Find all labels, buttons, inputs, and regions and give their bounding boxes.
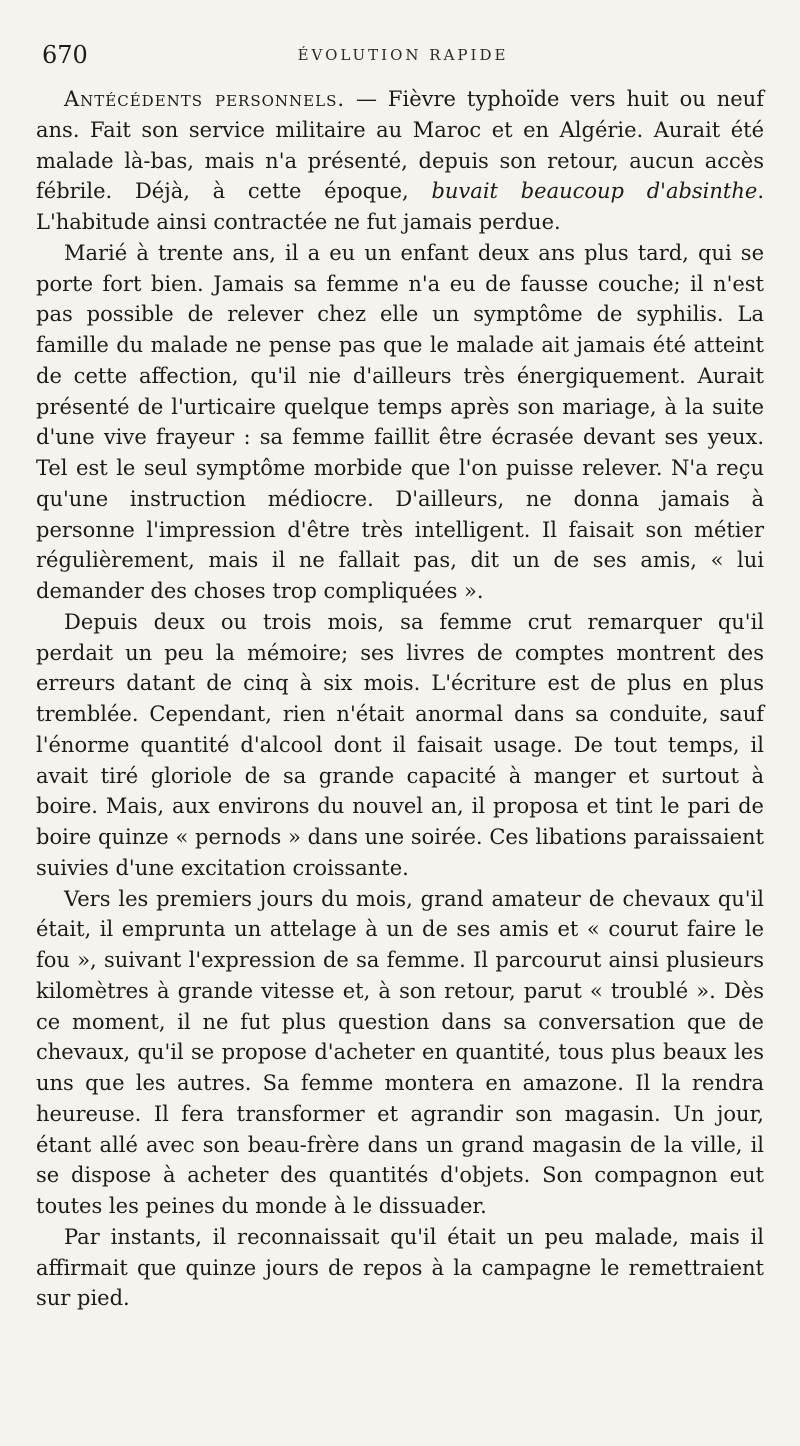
italic-emphasis: buvait beaucoup d'absinthe — [431, 179, 758, 204]
paragraph-marriage: Marié à trente ans, il a eu un enfant deux ans plus tard, qui se porte fort bien. Jamais sa femme n'a eu de fausse couche; il n'est pas possible de relever chez elle un symptôme de syphilis. La famille du malade ne pense pas que le malade ait jamais été atteint de cette affection, qu'il nie d'ailleurs très énergiquement. Aurait présenté de l'urticaire quelque temps après son mariage, à la suite d'une vive frayeur : sa femme faillit être écrasée devant ses yeux. Tel est le seul symptôme morbide que l'on puisse relever. N'a reçu qu'une instruction médiocre. D'ailleurs, ne donna jamais à personne l'impression d'être très intelligent. Il faisait son métier régulièrement, mais il ne fallait pas, dit un de ses amis, « lui demander des choses trop compliquées ». — [36, 240, 764, 603]
running-title: ÉVOLUTION RAPIDE — [297, 46, 509, 64]
paragraph-horses: Vers les premiers jours du mois, grand amateur de chevaux qu'il était, il emprunta un attelage à un de ses amis et « courut faire le fou », suivant l'expression de sa femme. Il parcourut ainsi plusieurs kilomètres à grande vitesse et, à son retour, parut « troublé ». Dès ce moment, il ne fut plus question dans sa conversation que de chevaux, qu'il se propose d'acheter en quantité, tous plus beaux les uns que les autres. Sa femme montera en amazone. Il la rendra heureuse. Il fera transformer et agrandir son magasin. Un jour, étant allé avec son beau-frère dans un grand magasin de la ville, il se dispose à acheter des quantités d'objets. Son compagnon eut toutes les peines du monde à le dissuader. — [36, 886, 764, 1218]
running-head — [42, 40, 764, 70]
paragraph-segment: . L'habitude ainsi contractée ne fut jamais perdue. — [36, 179, 765, 234]
section-lead-in: Antécédents personnels. — [64, 87, 346, 111]
paragraph-rest: Par instants, il reconnaissait qu'il était un peu malade, mais il affirmait que quinze jours de repos à la campagne le remettraient sur pied. — [36, 1224, 764, 1311]
page-number: 670 — [42, 41, 88, 69]
body-text — [36, 84, 764, 1314]
paragraph-antecedents — [36, 84, 764, 238]
paragraph-segment: — Fièvre typhoïde vers huit ou neuf ans. Fait son service militaire au Maroc et en Algérie. Aurait été malade là-bas, mais n'a présenté, depuis son retour, aucun accès fébrile. Déjà, à cette époque, — [36, 87, 764, 204]
paragraph-memory-loss: Depuis deux ou trois mois, sa femme crut remarquer qu'il perdait un peu la mémoire; ses livres de comptes montrent des erreurs datant de cinq à six mois. L'écriture est de plus en plus tremblée. Cependant, rien n'était anormal dans sa conduite, sauf l'énorme quantité d'alcool dont il faisait usage. De tout temps, il avait tiré gloriole de sa grande capacité à manger et surtout à boire. Mais, aux environs du nouvel an, il proposa et tint le pari de boire quinze « pernods » dans une soirée. Ces libations paraissaient suivies d'une excitation croissante. — [36, 609, 764, 880]
